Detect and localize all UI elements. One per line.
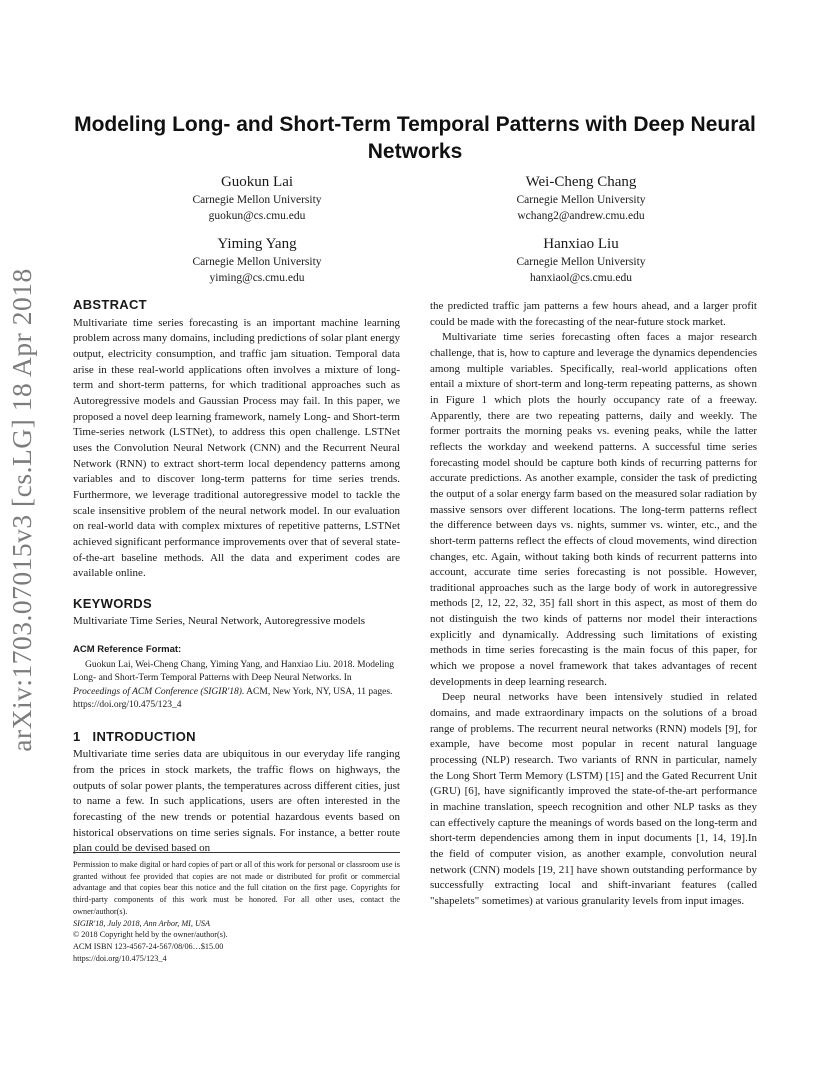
acm-reference-text bbox=[73, 659, 400, 713]
acm-reference-publisher: ACM, New York, NY, USA, 11 pages. https://doi.org/10.475/123_4 bbox=[73, 686, 393, 711]
right-column bbox=[430, 299, 757, 910]
permission-notice: Permission to make digital or hard copies of part or all of this work for personal or classroom use is granted without fee provided that copies are not made or distributed for profit or commercial advantage and that copies bear this notice and the full citation on the first page. Copyrights for third-party components of this work must be honored. For all other uses, contact the owner/author(s). bbox=[73, 860, 400, 916]
abstract-heading: ABSTRACT bbox=[73, 297, 147, 312]
doi-line: https://doi.org/10.475/123_4 bbox=[73, 953, 167, 963]
venue-line: SIGIR'18, July 2018, Ann Arbor, MI, USA bbox=[73, 918, 210, 928]
intro-paragraph: Deep neural networks have been intensively studied in related domains, and made extraordinary impacts on the solutions of a broad range of problems. The recurrent neural networks (RNN) models [9], for example, have become most popular in recent natural language processing (NLP) research. Two variants of RNN in particular, namely the Long Short Term Memory (LSTM) [15] and the Gated Recurrent Unit (GRU) [6], have significantly improved the state-of-the-art performance in machine translation, speech recognition and other NLP tasks as they can effectively capture the meanings of words based on the long-term and short-term dependencies among them in input documents [1, 14, 19].In the field of computer vision, as another example, convolution neural network (CNN) models [19, 21] have shown outstanding performance by successfully extracting local and shift-invariant features (called "shapelets" sometimes) at various granularity levels from input images. bbox=[430, 691, 757, 907]
author-email: yiming@cs.cmu.edu bbox=[209, 272, 305, 284]
author-name: Wei-Cheng Chang bbox=[525, 174, 637, 190]
intro-paragraph: the predicted traffic jam patterns a few hours ahead, and a larger profit could be made with the forecasting of the near-future stock market. bbox=[430, 300, 757, 328]
intro-paragraph: Multivariate time series forecasting often faces a major research challenge, that is, how to capture and leverage the dynamics dependencies among multiple variables. Specifically, real-world applications often entail a mixture of short-term and long-term repeating patterns, as shown in Figure 1 which plots the hourly occupancy rate of a freeway. Apparently, there are two repeating patterns, daily and weekly. The former portraits the morning peaks vs. evening peaks, while the latter reflects the workday and weekend patterns. A successful time series forecasting model should be capture both kinds of recurring patterns for accurate predictions. As another example, consider the task of predicting the output of a solar energy farm based on the measured solar radiation by massive sensors over different locations. The long-term patterns reflect the difference between days vs. nights, summer vs. winter, etc., and the short-term patterns reflect the effects of cloud movements, wind direction changes, etc. Again, without taking both kinds of recurrent patterns into account, accurate time series forecasting is not possible. However, traditional approaches such as the large body of work in autoregressive methods [2, 12, 22, 32, 35] fall short in this aspect, as most of them do not distinguish the two kinds of patterns nor model their interactions explicitly and dynamically. Addressing such limitations of existing methods in time series forecasting is the main focus of this paper, for which we propose a novel framework that takes advantages of recent developments in deep learning research. bbox=[430, 331, 757, 688]
author-name: Hanxiao Liu bbox=[543, 236, 619, 252]
arxiv-id: arXiv:1703.07015v3 [cs.LG] 18 Apr 2018 bbox=[6, 268, 37, 752]
left-column bbox=[73, 297, 400, 857]
acm-reference-heading: ACM Reference Format: bbox=[73, 644, 182, 656]
author-block bbox=[451, 234, 711, 286]
section-title: INTRODUCTION bbox=[92, 728, 196, 744]
author-affiliation: Carnegie Mellon University bbox=[516, 194, 646, 206]
isbn-line: ACM ISBN 123-4567-24-567/08/06…$15.00 bbox=[73, 941, 224, 951]
keywords-heading: KEYWORDS bbox=[73, 595, 152, 611]
copyright-line: © 2018 Copyright held by the owner/author(s). bbox=[73, 930, 228, 940]
section-number: 1 bbox=[73, 728, 81, 744]
author-name: Yiming Yang bbox=[217, 236, 297, 252]
copyright-footnote bbox=[73, 852, 400, 964]
author-block bbox=[127, 172, 387, 224]
acm-reference-authors: Guokun Lai, Wei-Cheng Chang, Yiming Yang, and Hanxiao Liu. 2018. Modeling Long- and Short-Term Temporal Patterns with Deep Neural Networks. In bbox=[73, 659, 395, 684]
keywords-text: Multivariate Time Series, Neural Network, Autoregressive models bbox=[73, 615, 366, 628]
intro-paragraph: Multivariate time series data are ubiquitous in our everyday life ranging from the prices in stock markets, the traffic flows on highways, the outputs of solar power plants, the temperatures across different cities, just to name a few. In such applications, users are often interested in the forecasting of the new trends or potential hazardous events based on historical observations on time series signals. For instance, a better route plan could be devised based on bbox=[73, 748, 400, 855]
author-affiliation: Carnegie Mellon University bbox=[192, 256, 322, 268]
abstract-text: Multivariate time series forecasting is an important machine learning problem across many domains, including predictions of solar plant energy output, electricity consumption, and traffic jam situation. Temporal data arise in these real-world applications often involves a mixture of long-term and short-term patterns, for which traditional approaches such as Autoregressive models and Gaussian Process may fail. In this paper, we proposed a novel deep learning framework, namely Long- and Short-term Time-series network (LSTNet), to address this open challenge. LSTNet uses the Convolution Neural Network (CNN) and the Recurrent Neural Network (RNN) to extract short-term local dependency patterns among variables and to discover long-term patterns for time series trends. Furthermore, we leverage traditional autoregressive model to tackle the scale insensitive problem of the neural network model. In our evaluation on real-world data with complex mixtures of repetitive patterns, LSTNet achieved significant performance improvements over that of several state-of-the-art baseline methods. All the data and experiment codes are available online. bbox=[73, 316, 400, 580]
author-email: wchang2@andrew.cmu.edu bbox=[517, 210, 645, 222]
author-affiliation: Carnegie Mellon University bbox=[516, 256, 646, 268]
author-email: hanxiaol@cs.cmu.edu bbox=[530, 272, 632, 284]
acm-reference-proceedings: Proceedings of ACM Conference (SIGIR'18). bbox=[73, 686, 245, 697]
introduction-heading bbox=[73, 729, 400, 745]
author-name: Guokun Lai bbox=[220, 174, 294, 190]
author-block bbox=[127, 234, 387, 286]
author-block bbox=[451, 172, 711, 224]
author-affiliation: Carnegie Mellon University bbox=[192, 194, 322, 206]
paper-title: Modeling Long- and Short-Term Temporal Patterns with Deep Neural Networks bbox=[74, 113, 756, 163]
author-email: guokun@cs.cmu.edu bbox=[208, 210, 306, 222]
